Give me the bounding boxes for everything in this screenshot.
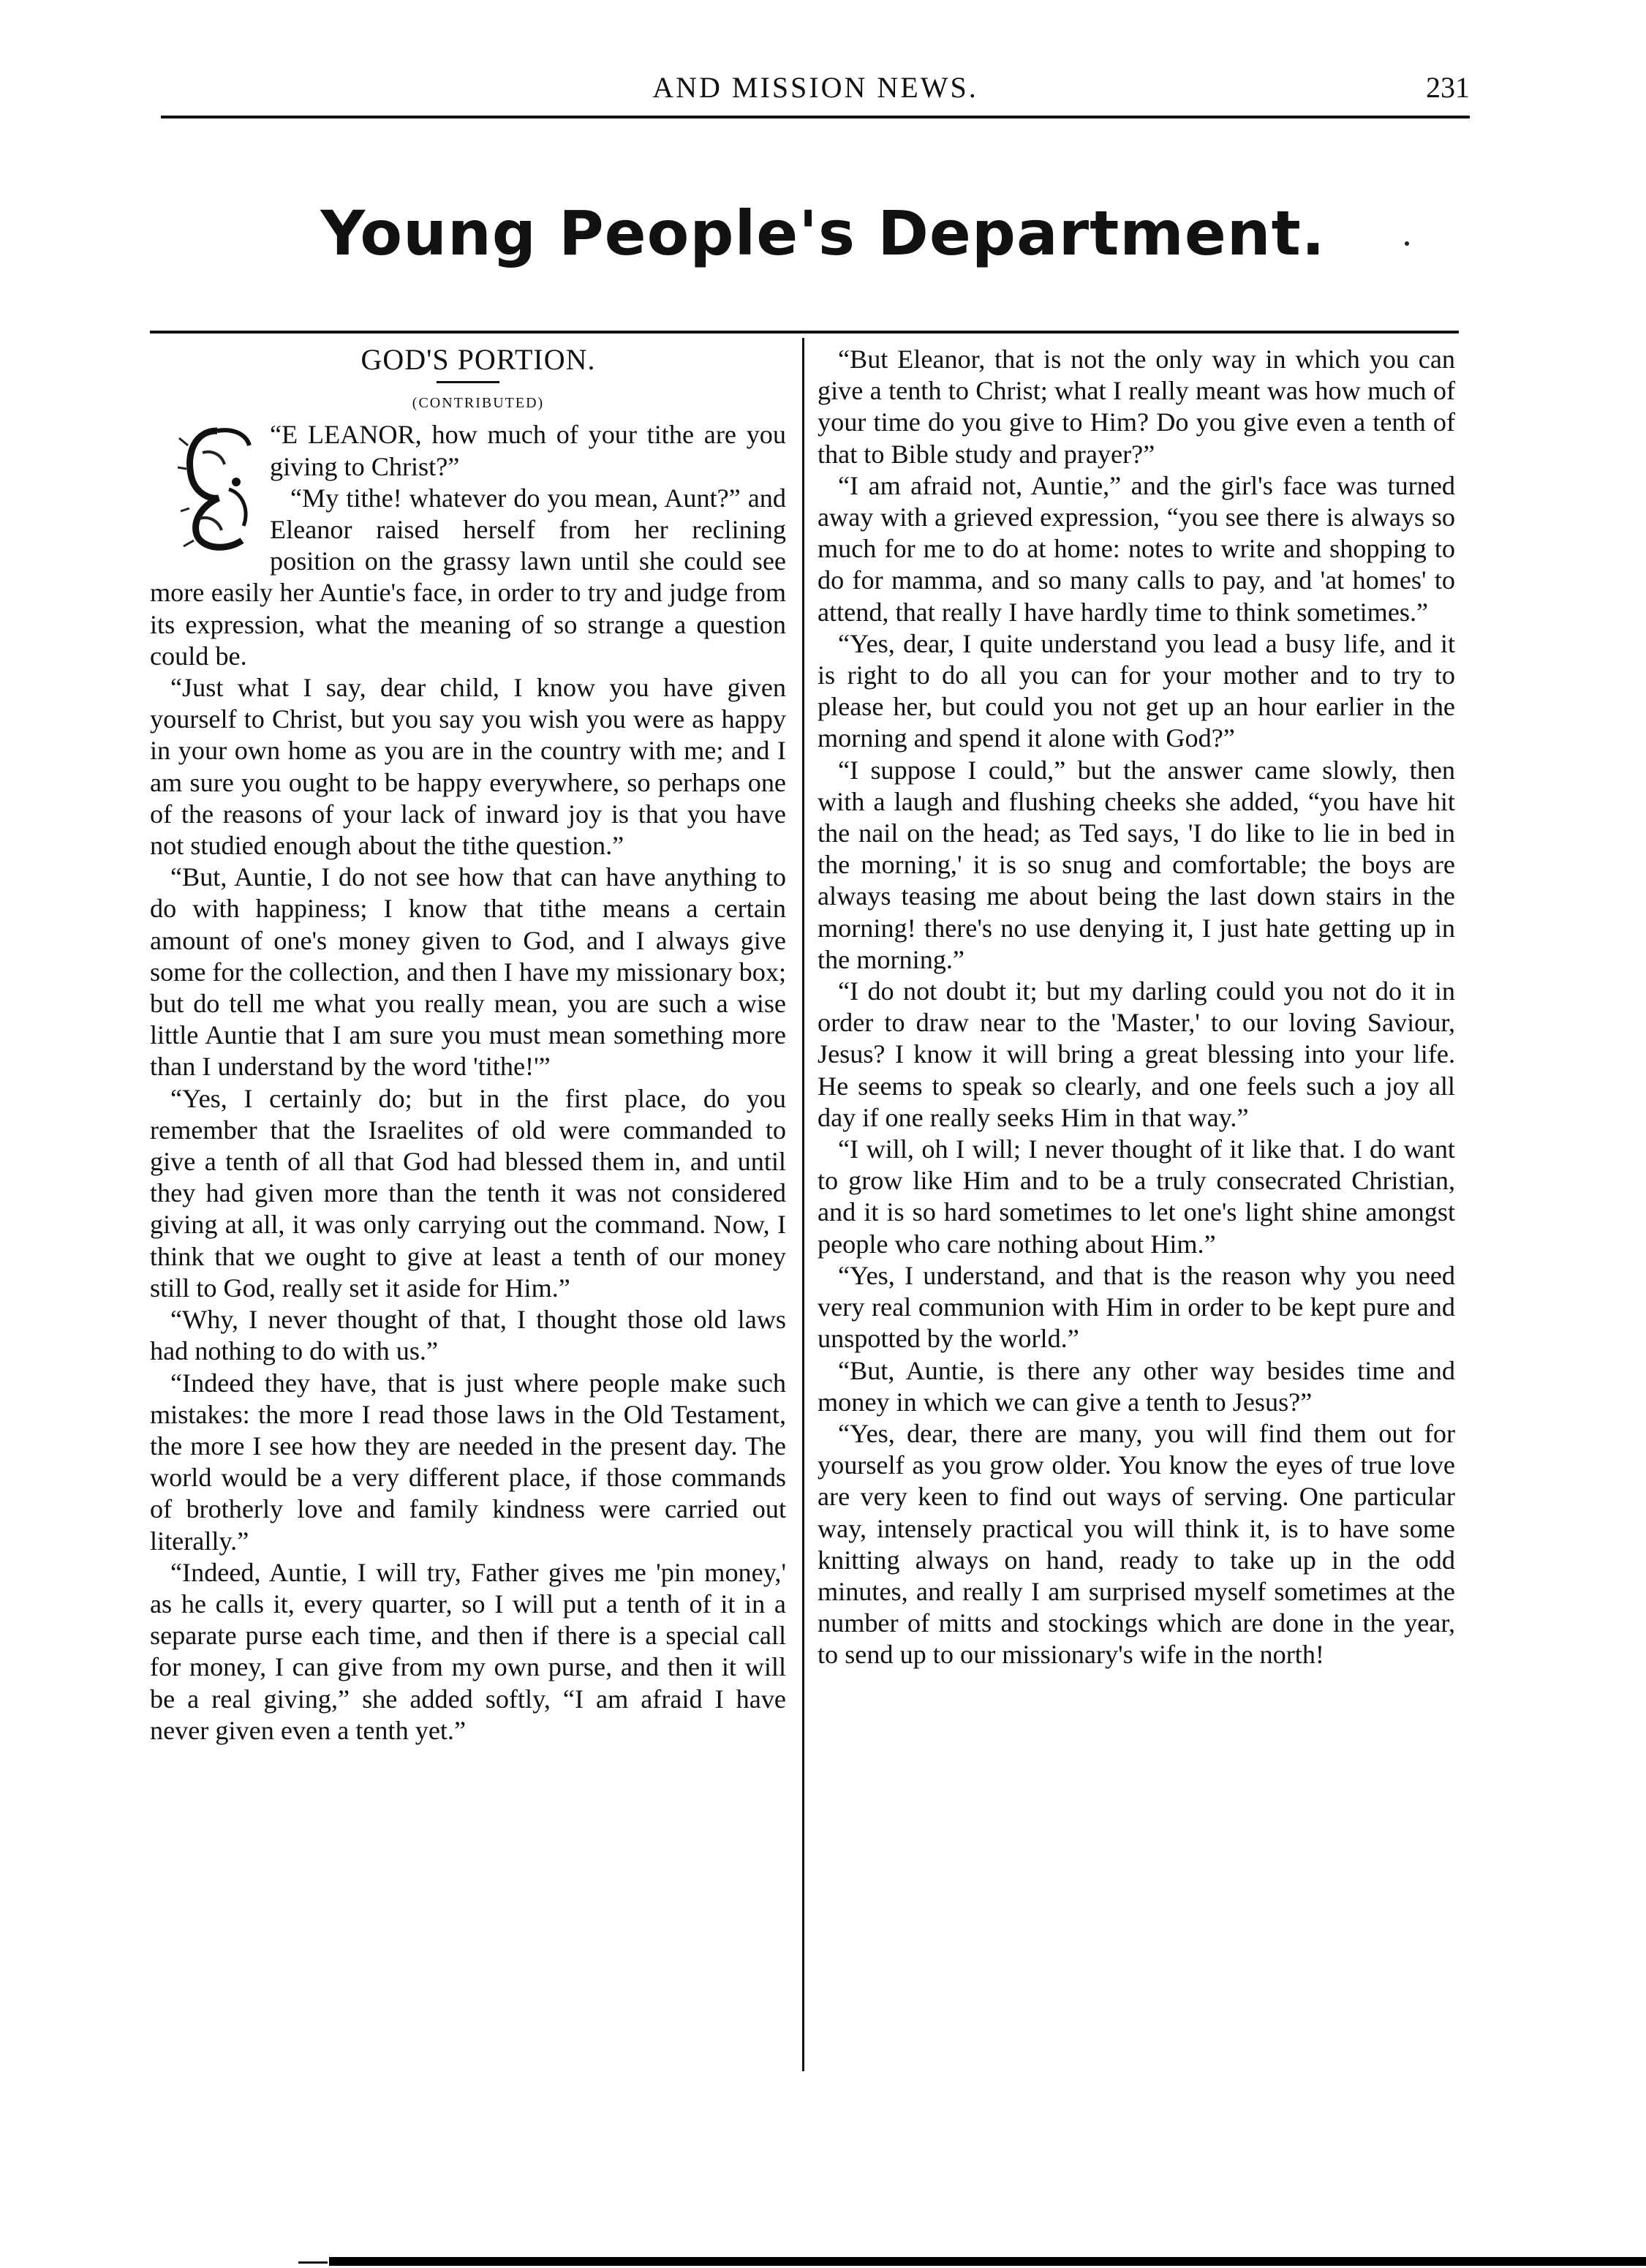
paragraph: “E LEANOR, how much of your tithe are you giving to Christ?” xyxy=(270,420,786,481)
paragraph: “Yes, I certainly do; but in the first place, do you remember that the Israelites of old were commanded to give a tenth of all that God had blessed them in, and until they had given more than the tenth it was not considered giving at all, it was only carrying out the command. Now, I think that we ought to give at least a tenth of our money still to God, really set it aside for Him.” xyxy=(150,1083,786,1303)
article-byline: (CONTRIBUTED) xyxy=(412,395,545,412)
bottom-rule-dash xyxy=(298,2261,328,2264)
page-number: 231 xyxy=(1426,71,1470,104)
bottom-rule xyxy=(329,2257,1646,2266)
article-title: GOD'S PORTION. xyxy=(360,343,596,376)
paragraph: “My tithe! whatever do you mean, Aunt?” and Eleanor raised herself from her reclining position on the grassy lawn until she could see more easily her Auntie's face, in order to try and judge from its expression, what the meaning of so strange a question could be. xyxy=(150,483,786,671)
left-column xyxy=(150,344,786,1747)
paragraph: “But, Auntie, I do not see how that can have anything to do with happiness; I know that tithe means a certain amount of one's money given to God, and I always give some for the collection, and then I have my missionary box; but do tell me what you really mean, you are such a wise little Auntie that I am sure you must mean something more than I understand by the word 'tithe!'” xyxy=(150,862,786,1082)
paragraph: “I suppose I could,” but the answer came slowly, then with a laugh and flushing cheeks she added, “you have hit the nail on the head; as Ted says, 'I do like to lie in bed in the morning,' it is so snug and comfortable; the boys are always teasing me about being the last down stairs in the morning! there's no use denying it, I just hate getting up in the morning.” xyxy=(818,755,1455,974)
running-title: AND MISSION NEWS. xyxy=(652,71,978,104)
header-rule xyxy=(161,116,1470,118)
paragraph: “Why, I never thought of that, I thought those old laws had nothing to do with us.” xyxy=(150,1305,786,1366)
paragraph: “I will, oh I will; I never thought of it like that. I do want to grow like Him and to be a truly consecrated Christian, and it is so hard sometimes to let one's light shine amongst people who care nothing about Him.” xyxy=(818,1134,1455,1259)
column-divider xyxy=(802,338,804,2071)
running-head xyxy=(161,67,1470,111)
paragraph: “I do not doubt it; but my darling could you not do it in order to draw near to the 'Master,' to our loving Saviour, Jesus? I know it will bring a great blessing into your life. He seems to speak so clearly, and one feels such a joy all day if one really seeks Him in that way.” xyxy=(818,976,1455,1132)
paragraph: “But Eleanor, that is not the only way in which you can give a tenth to Christ; what I really meant was how much of your time do you give to Him? Do you give even a tenth of that to Bible study and prayer?” xyxy=(818,344,1455,469)
decorative-dropcap-icon xyxy=(173,423,261,554)
right-column xyxy=(818,344,1455,1671)
department-title: Young People's Department. xyxy=(320,197,1326,269)
paragraph: “But, Auntie, is there any other way besides time and money in which we can give a tenth to Jesus?” xyxy=(818,1355,1455,1417)
title-rule xyxy=(437,381,499,383)
right-column-text xyxy=(818,344,1455,1671)
section-rule xyxy=(150,331,1459,334)
stray-mark xyxy=(1405,241,1409,246)
left-column-text xyxy=(150,419,786,1747)
paragraph: “Indeed they have, that is just where people make such mistakes: the more I read those laws in the Old Testament, the more I see how they are needed in the present day. The world would be a very different place, if those commands of brotherly love and family kindness were carried out literally.” xyxy=(150,1368,786,1556)
paragraph: “Yes, dear, there are many, you will find them out for yourself as you grow older. You know the eyes of true love are very keen to find out ways of serving. One particular way, intensely practical you will think it, is to have some knitting always on hand, ready to take up in the odd minutes, and really I am surprised myself sometimes at the number of mitts and stockings which are done in the year, to send up to our missionary's wife in the north! xyxy=(818,1418,1455,1670)
paragraph: “Indeed, Auntie, I will try, Father gives me 'pin money,' as he calls it, every quarter, so I will put a tenth of it in a separate purse each time, and then if there is a special call for money, I can give from my own purse, and then it will be a real giving,” she added softly, “I am afraid I have never given even a tenth yet.” xyxy=(150,1557,786,1745)
paragraph: “I am afraid not, Auntie,” and the girl's face was turned away with a grieved expression, “you see there is always so much for me to do at home: notes to write and shopping to do for mamma, and so many calls to pay, and 'at homes' to attend, that really I have hardly time to think sometimes.” xyxy=(818,470,1455,627)
paragraph: “Yes, I understand, and that is the reason why you need very real communion with Him in order to be kept pure and unspotted by the world.” xyxy=(818,1260,1455,1354)
paragraph: “Yes, dear, I quite understand you lead a busy life, and it is right to do all you can for your mother and to try to please her, but could you not get up an hour earlier in the morning and spend it alone with God?” xyxy=(818,628,1455,753)
paragraph: “Just what I say, dear child, I know you have given yourself to Christ, but you say you wish you were as happy in your own home as you are in the country with me; and I am sure you ought to be happy everywhere, so perhaps one of the reasons of your lack of inward joy is that you have not studied enough about the tithe question.” xyxy=(150,673,786,861)
